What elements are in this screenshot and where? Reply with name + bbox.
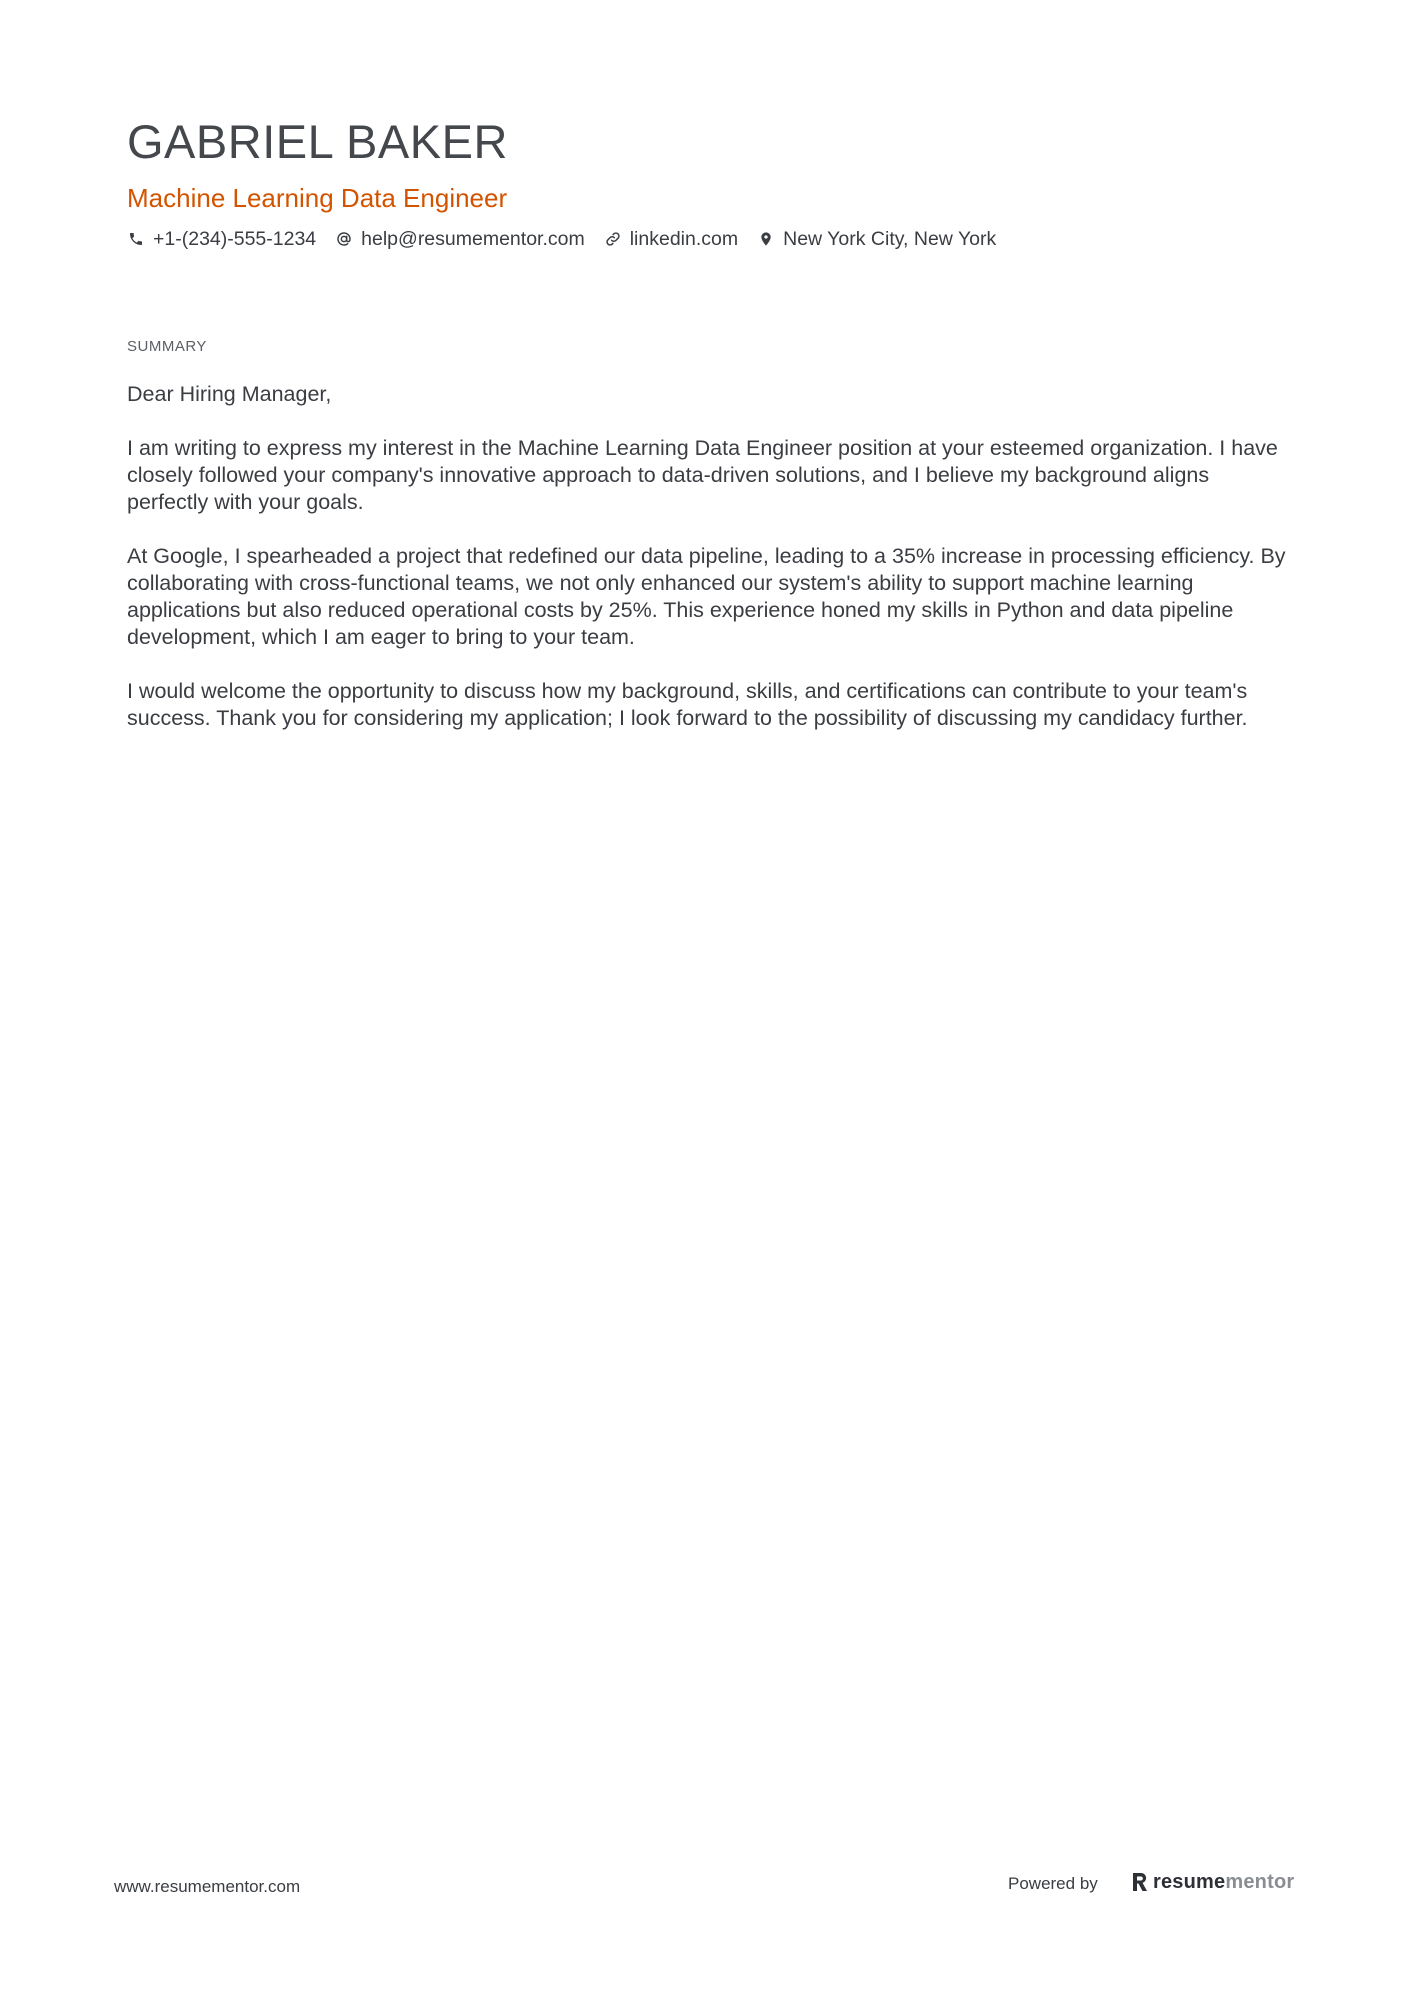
contact-bar <box>127 225 1015 253</box>
footer-website-link[interactable]: www.resumementor.com <box>114 1877 301 1896</box>
contact-phone-text: +1-(234)-555-1234 <box>153 228 317 250</box>
section-heading-summary: SUMMARY <box>127 338 207 355</box>
letter-paragraph: I am writing to express my interest in the Machine Learning Data Engineer position at your esteemed organization. I have closely followed your company's innovative approach to data-driven solutions, and I believe my background aligns perfectly with your goals. <box>127 436 1278 514</box>
job-title: Machine Learning Data Engineer <box>127 183 508 213</box>
at-icon <box>335 230 353 248</box>
link-icon <box>604 230 622 248</box>
letter-greeting: Dear Hiring Manager, <box>127 382 332 406</box>
resumementor-logo-icon <box>1131 1871 1149 1893</box>
letter-paragraph: At Google, I spearheaded a project that redefined our data pipeline, leading to a 35% increase in processing efficiency. By collaborating with cross-functional teams, we not only enhanced our system's ability to support machine learning applications but also reduced operational costs by 25%. This experience honed my skills in Python and data pipeline development, which I am eager to bring to your team. <box>127 544 1286 649</box>
logo-text-mentor: mentor <box>1225 1871 1295 1893</box>
contact-phone <box>127 225 316 253</box>
location-pin-icon <box>757 230 775 248</box>
phone-icon <box>127 230 145 248</box>
candidate-name: GABRIEL BAKER <box>127 115 508 168</box>
logo-text-resume: resume <box>1153 1871 1226 1893</box>
letter-paragraph: I would welcome the opportunity to discuss how my background, skills, and certifications can contribute to your team's success. Thank you for considering my application; I look forward to the possibility of discussing my candidacy further. <box>127 679 1248 730</box>
contact-linkedin-text[interactable]: linkedin.com <box>629 228 739 250</box>
contact-email-text[interactable]: help@resumementor.com <box>361 228 585 250</box>
contact-email[interactable] <box>335 225 585 253</box>
contact-location <box>757 225 996 253</box>
letter-body <box>127 381 1292 759</box>
contact-location-text: New York City, New York <box>783 228 997 250</box>
resumementor-logo[interactable] <box>1131 1868 1294 1896</box>
contact-linkedin[interactable] <box>604 225 738 253</box>
powered-by-label: Powered by <box>1008 1874 1098 1893</box>
